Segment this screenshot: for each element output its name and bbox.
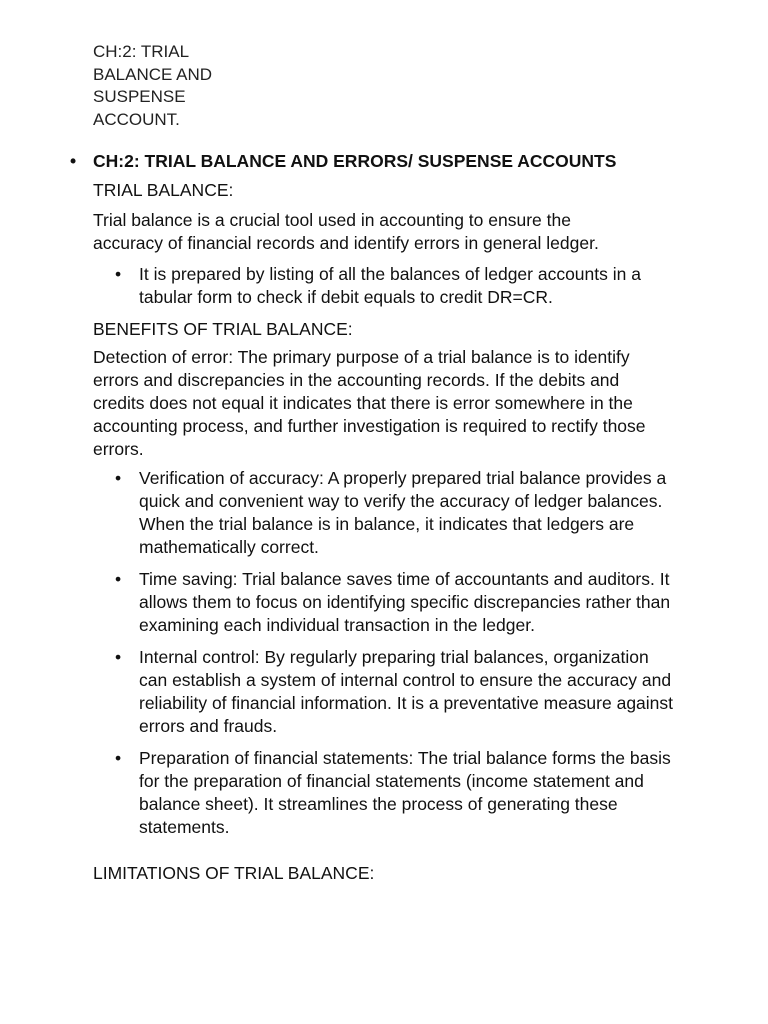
list-item-text: Preparation of financial statements: The trial balance forms the basis for the preparation of financial statements (income statement and balance sheet). It streamlines the process of generating these statements.: [139, 748, 671, 837]
list-item: [115, 467, 675, 559]
benefits-intro: [93, 346, 663, 461]
bullet-icon: •: [70, 151, 77, 171]
section-heading: TRIAL BALANCE:: [93, 180, 234, 200]
list-item: [115, 646, 675, 738]
list-item-text: Time saving: Trial balance saves time of accountants and auditors. It allows them to focus on identifying specific discrepancies rather than examining each individual transaction in the ledger.: [139, 569, 671, 635]
list-item-text: Verification of accuracy: A properly prepared trial balance provides a quick and convenient way to verify the accuracy of ledger balances. When the trial balance is in balance, it indicates that ledgers are mathematically correct.: [139, 468, 667, 557]
trial-balance-heading: [93, 179, 693, 202]
list-item-text: Internal control: By regularly preparing trial balances, organization can establish a system of internal control to ensure the accuracy and reliability of financial information. It is a preventative measure against errors and frauds.: [139, 647, 674, 736]
trial-balance-intro: [93, 209, 633, 255]
benefits-bullet-list: [115, 467, 675, 839]
section-heading: BENEFITS OF TRIAL BALANCE:: [93, 319, 353, 339]
paragraph: Detection of error: The primary purpose of a trial balance is to identify errors and discrepancies in the accounting records. If the debits and credits does not equal it indicates that there is error somewhere in the accounting process, and further investigation is required to rectify those errors.: [93, 347, 646, 459]
main-heading-text: CH:2: TRIAL BALANCE AND ERRORS/ SUSPENSE ACCOUNTS: [93, 151, 617, 171]
bullet-icon: •: [115, 647, 122, 667]
list-item: [115, 747, 675, 839]
paragraph: Trial balance is a crucial tool used in accounting to ensure the accuracy of financial records and identify errors in general ledger.: [93, 210, 599, 253]
bullet-icon: •: [115, 468, 122, 488]
limitations-heading: [93, 862, 693, 885]
bullet-icon: •: [115, 748, 122, 768]
section-heading: LIMITATIONS OF TRIAL BALANCE:: [93, 863, 375, 883]
benefits-heading: [93, 318, 693, 341]
trial-balance-bullet-list: [115, 263, 645, 309]
document-title: CH:2: TRIAL BALANCE AND SUSPENSE ACCOUNT.: [93, 42, 213, 129]
bullet-icon: •: [115, 264, 122, 284]
bullet-icon: •: [115, 569, 122, 589]
list-item-text: It is prepared by listing of all the balances of ledger accounts in a tabular form to check if debit equals to credit DR=CR.: [139, 264, 641, 307]
list-item: [115, 263, 645, 309]
list-item: [115, 568, 675, 637]
